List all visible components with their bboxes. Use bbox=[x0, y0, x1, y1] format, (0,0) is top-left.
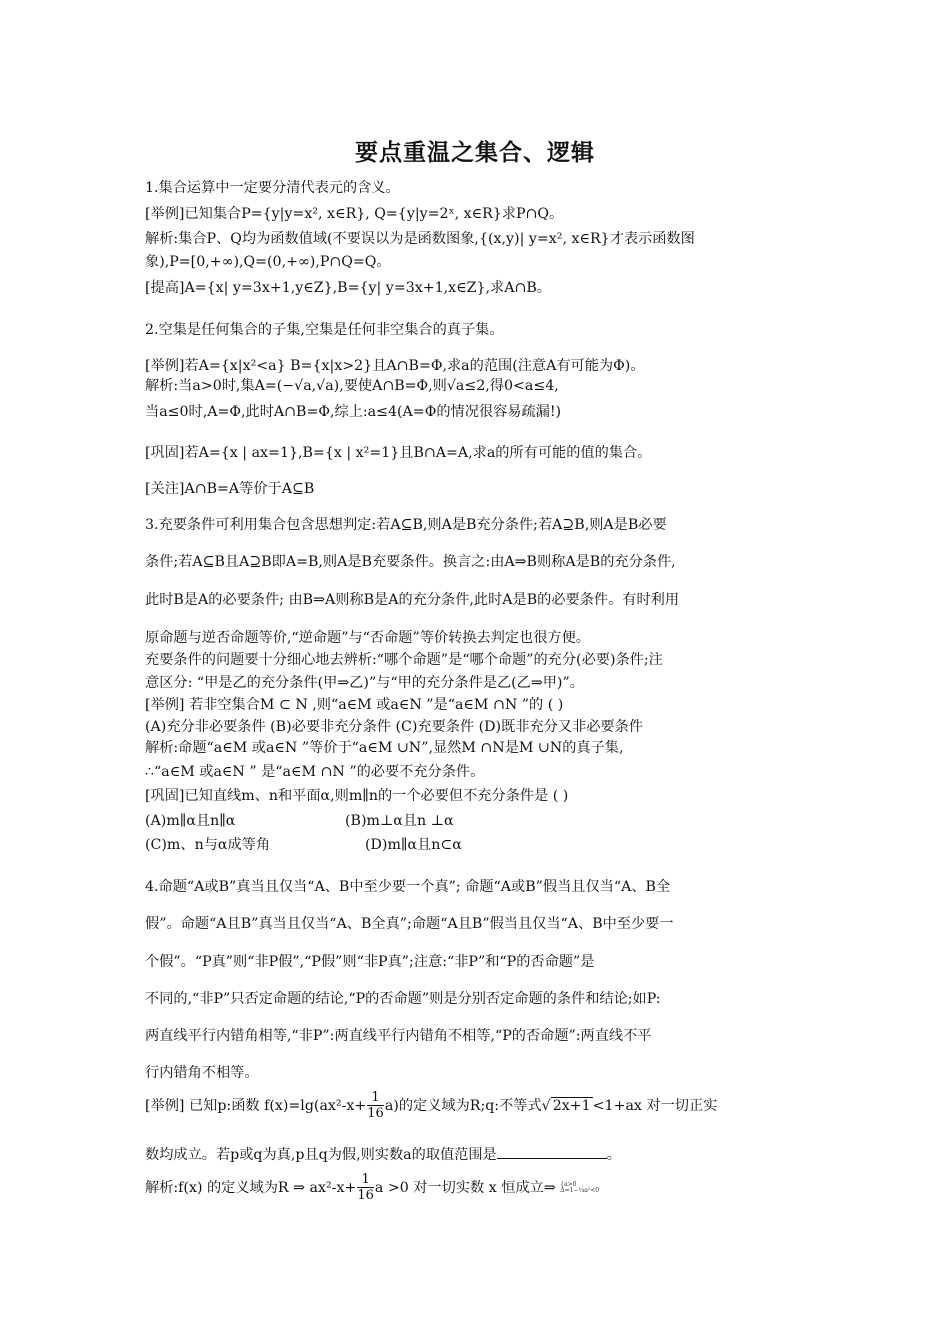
page-title: 要点重温之集合、逻辑 bbox=[355, 140, 595, 166]
text-line: 此时B是A的必要条件; 由B⇒A则称B是A的充分条件,此时A是B的必要条件。有时利用 bbox=[145, 592, 680, 608]
text-line: 解析:命题“a∈M 或a∈N ”等价于“a∈M ∪N”,显然M ∩N是M ∪N的真子集, bbox=[145, 740, 624, 756]
period: 。 bbox=[606, 1147, 621, 1163]
equation-system: {a>0 Δ=1−¼a²<0 bbox=[560, 1181, 600, 1194]
text-line: 不同的,“非P”只否定命题的结论,“P的否命题”则是分别否定命题的条件和结论;如P: bbox=[145, 991, 661, 1007]
text-line: 个假”。“P真”则“非P假”,“P假”则“非P真”;注意:“非P”和“P的否命题”是 bbox=[145, 954, 595, 970]
text-line: 1.集合运算中一定要分清代表元的含义。 bbox=[145, 180, 400, 196]
text-line: [巩固]已知直线m、n和平面α,则m∥n的一个必要但不充分条件是 ( ) bbox=[145, 788, 569, 804]
text-line: 当a≤0时,A=Φ,此时A∩B=Φ,综上:a≤4(A=Φ的情况很容易疏漏!) bbox=[145, 404, 562, 420]
text-line: 象),P=[0,+∞),Q=(0,+∞),P∩Q=Q。 bbox=[145, 254, 391, 270]
text-line: 条件;若A⊆B且A⊇B即A=B,则A是B充要条件。换言之:由A⇒B则称A是B的充分条件, bbox=[145, 554, 676, 570]
text-line: 原命题与逆否命题等价,“逆命题”与“否命题”等价转换去判定也很方便。 bbox=[145, 630, 590, 646]
text-line bbox=[145, 811, 815, 831]
text-line: (A)充分非必要条件 (B)必要非充分条件 (C)充要条件 (D)既非充分又非必要条件 bbox=[145, 719, 643, 735]
option-b: (B)m⊥α且n ⊥α bbox=[345, 813, 454, 829]
option-a: (A)m∥α且n∥α bbox=[145, 813, 236, 829]
text-line bbox=[145, 1144, 815, 1165]
text-line bbox=[145, 835, 815, 855]
fraction bbox=[367, 1090, 384, 1122]
question-text: 数均成立。若p或q为真,p且q为假,则实数a的取值范围是 bbox=[145, 1147, 497, 1163]
option-c: (C)m、n与α成等角 bbox=[145, 837, 271, 853]
text-line: ∴“a∈M 或a∈N ” 是“a∈M ∩N ”的必要不充分条件。 bbox=[145, 764, 485, 780]
text-line: 解析:当a>0时,集A=(−√a,√a),要使A∩B=Φ,则√a≤2,得0<a≤4, bbox=[145, 378, 559, 394]
fraction bbox=[357, 1172, 374, 1204]
text-line: [举例] 已知p:函数 f(x)=lg(ax²-x+ $\frac{1}{16}$ a)的定义域为R;q:不等式√ 2x+1 <1+ax 对一切正实 bbox=[145, 1090, 718, 1121]
text-line: [举例] 若非空集合M ⊂ N ,则“a∈M 或a∈N ”是“a∈M ∩N ”的 ( ) bbox=[145, 697, 564, 713]
text-line: [举例]若A={x|x²<a} B={x|x>2}且A∩B=Φ,求a的范围(注意A有可能为Φ)。 bbox=[145, 358, 645, 374]
text-line: 4.命题“A或B”真当且仅当“A、B中至少要一个真”; 命题“A或B”假当且仅当“A、B全 bbox=[145, 879, 671, 895]
text-line: [关注]A∩B=A等价于A⊆B bbox=[145, 481, 315, 497]
system-line: Δ=1−¼a²<0 bbox=[560, 1187, 600, 1194]
option-d: (D)m∥α且n⊂α bbox=[365, 837, 462, 853]
text-line: 充要条件的问题要十分细心地去辨析:“哪个命题”是“哪个命题”的充分(必要)条件;注 bbox=[145, 652, 663, 668]
text-line bbox=[145, 1170, 815, 1206]
formula-text: a)的定义域为R;q:不等式 bbox=[384, 1098, 542, 1114]
system-line: a>0 bbox=[564, 1181, 577, 1188]
fraction-denominator: 16 bbox=[357, 1188, 374, 1203]
text-line: 假”。命题“A且B”真当且仅当“A、B全真”;命题“A且B”假当且仅当“A、B中至少要一 bbox=[145, 916, 674, 932]
fraction-numerator: 1 bbox=[357, 1172, 374, 1188]
fraction-numerator: 1 bbox=[367, 1090, 384, 1106]
text-line: [巩固]若A={x | ax=1},B={x | x²=1}且B∩A=A,求a的所有可能的值的集合。 bbox=[145, 445, 652, 461]
answer-blank bbox=[497, 1144, 607, 1159]
formula-text: [举例] 已知p:函数 f(x)=lg(ax²-x+ bbox=[145, 1098, 367, 1114]
sqrt-radicand: 2x+1 bbox=[552, 1098, 591, 1114]
formula-text: a >0 对一切实数 x 恒成立⇒ bbox=[374, 1180, 556, 1196]
text-line: 行内错角不相等。 bbox=[145, 1065, 259, 1081]
formula-text: 解析:f(x) 的定义域为R ⇒ ax²-x+ bbox=[145, 1180, 357, 1196]
text-line: 两直线平行内错角相等,“非P”:两直线平行内错角不相等,“P的否命题”:两直线不平 bbox=[145, 1028, 652, 1044]
fraction-denominator: 16 bbox=[367, 1106, 384, 1121]
text-line: 3.充要条件可利用集合包含思想判定:若A⊆B,则A是B充分条件;若A⊇B,则A是B必要 bbox=[145, 517, 667, 533]
text-line: [提高]A={x| y=3x+1,y∈Z},B={y| y=3x+1,x∈Z},求A∩B。 bbox=[145, 280, 551, 296]
formula-text: <1+ax 对一切正实 bbox=[592, 1098, 718, 1114]
text-line: 2.空集是任何集合的子集,空集是任何非空集合的真子集。 bbox=[145, 322, 504, 338]
text-line: 意区分: “甲是乙的充分条件(甲⇒乙)”与“甲的充分条件是乙(乙⇒甲)”。 bbox=[145, 675, 584, 691]
text-line: 解析:集合P、Q均为函数值域(不要误以为是函数图象,{(x,y)| y=x², x∈R}才表示函数图 bbox=[145, 231, 695, 247]
text-line: [举例]已知集合P={y|y=x², x∈R}, Q={y|y=2ˣ, x∈R}求P∩Q。 bbox=[145, 206, 564, 222]
